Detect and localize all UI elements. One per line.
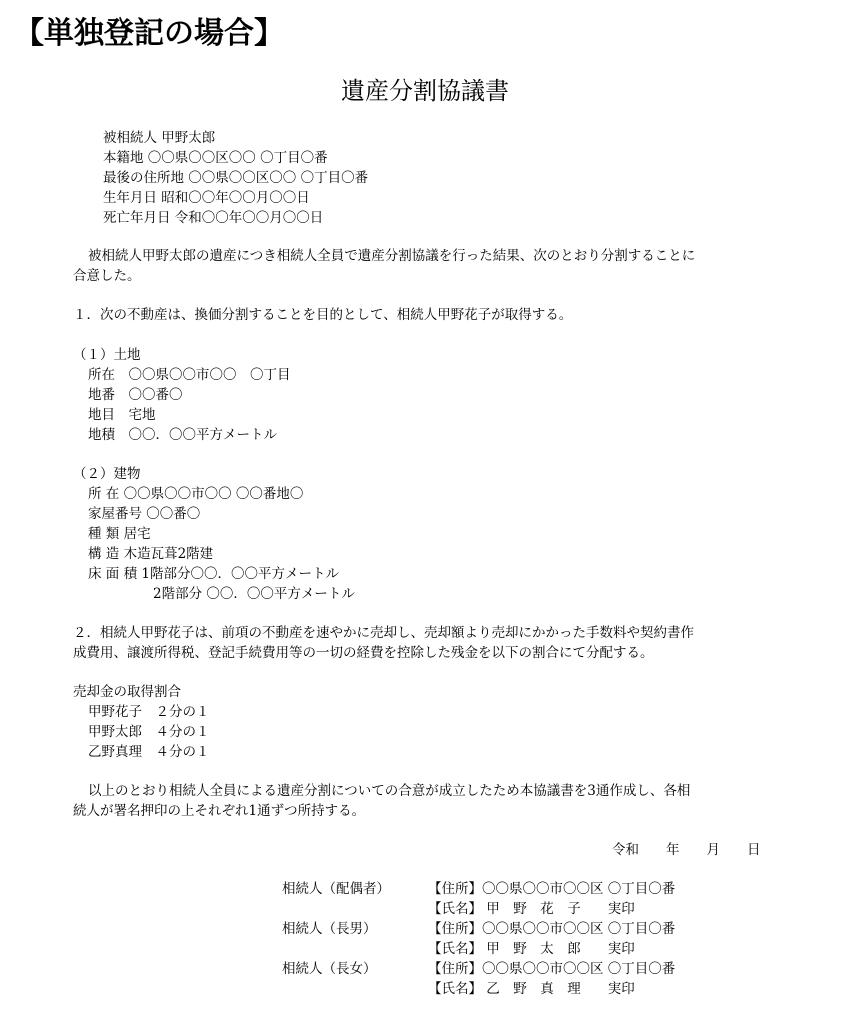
building-floor-area-2: 2階部分 〇〇．〇〇平方メートル	[153, 586, 355, 602]
heir-name: 【氏名】 甲 野 花 子 実印	[428, 901, 635, 917]
land-area: 地積 〇〇．〇〇平方メートル	[88, 427, 277, 443]
heir-name: 【氏名】 甲 野 太 郎 実印	[428, 941, 635, 957]
land-title: （１）土地	[73, 347, 141, 363]
heir-address: 【住所】〇〇県〇〇市〇〇区 〇丁目〇番	[428, 881, 676, 897]
distribution-share: 乙野真理 ４分の１	[88, 744, 210, 760]
article-2-line: 成費用、譲渡所得税、登記手続費用等の一切の経費を控除した残金を以下の割合にて分配する。	[73, 645, 654, 661]
distribution-title: 売却金の取得割合	[73, 684, 181, 700]
decedent-last-address: 最後の住所地 〇〇県〇〇区〇〇 〇丁目〇番	[103, 170, 369, 186]
document-title: 遺産分割協議書	[341, 77, 509, 105]
decedent-birth-date: 生年月日 昭和〇〇年〇〇月〇〇日	[103, 190, 310, 206]
article-2-line: ２．相続人甲野花子は、前項の不動産を速やかに売却し、売却額より売却にかかった手数料や契約書作	[73, 625, 694, 641]
heir-name: 【氏名】 乙 野 真 理 実印	[428, 981, 635, 997]
decedent-death-date: 死亡年月日 令和〇〇年〇〇月〇〇日	[103, 210, 324, 226]
heir-address: 【住所】〇〇県〇〇市〇〇区 〇丁目〇番	[428, 921, 676, 937]
building-floor-area-1: 床 面 積 1階部分〇〇．〇〇平方メートル	[88, 566, 339, 582]
building-type: 種 類 居宅	[88, 526, 151, 542]
heir-role: 相続人（長女）	[282, 961, 377, 977]
closing-line: 以上のとおり相続人全員による遺産分割についての合意が成立したため本協議書を3通作成し、各相	[88, 783, 691, 799]
decedent-domicile: 本籍地 〇〇県〇〇区〇〇 〇丁目〇番	[103, 150, 328, 166]
heir-role: 相続人（長男）	[282, 921, 377, 937]
building-title: （２）建物	[73, 466, 141, 482]
page-heading: 【単独登記の場合】	[14, 16, 284, 51]
building-house-number: 家屋番号 〇〇番〇	[88, 506, 201, 522]
closing-line: 続人が署名押印の上それぞれ1通ずつ所持する。	[73, 803, 366, 819]
signature-date: 令和 年 月 日	[612, 842, 761, 858]
land-lot-number: 地番 〇〇番〇	[88, 387, 183, 403]
intro-line: 合意した。	[73, 268, 141, 284]
building-location: 所 在 〇〇県〇〇市〇〇 〇〇番地〇	[88, 486, 304, 502]
heir-address: 【住所】〇〇県〇〇市〇〇区 〇丁目〇番	[428, 961, 676, 977]
heir-role: 相続人（配偶者）	[282, 881, 390, 897]
land-location: 所在 〇〇県〇〇市〇〇 〇丁目	[88, 367, 291, 383]
decedent-name: 被相続人 甲野太郎	[103, 130, 216, 146]
distribution-share: 甲野太郎 ４分の１	[88, 724, 210, 740]
article-1: １．次の不動産は、換価分割することを目的として、相続人甲野花子が取得する。	[73, 307, 573, 323]
intro-line: 被相続人甲野太郎の遺産につき相続人全員で遺産分割協議を行った結果、次のとおり分割することに	[88, 248, 696, 264]
land-category: 地目 宅地	[88, 407, 156, 423]
building-structure: 構 造 木造瓦葺2階建	[88, 546, 214, 562]
distribution-share: 甲野花子 ２分の１	[88, 704, 210, 720]
